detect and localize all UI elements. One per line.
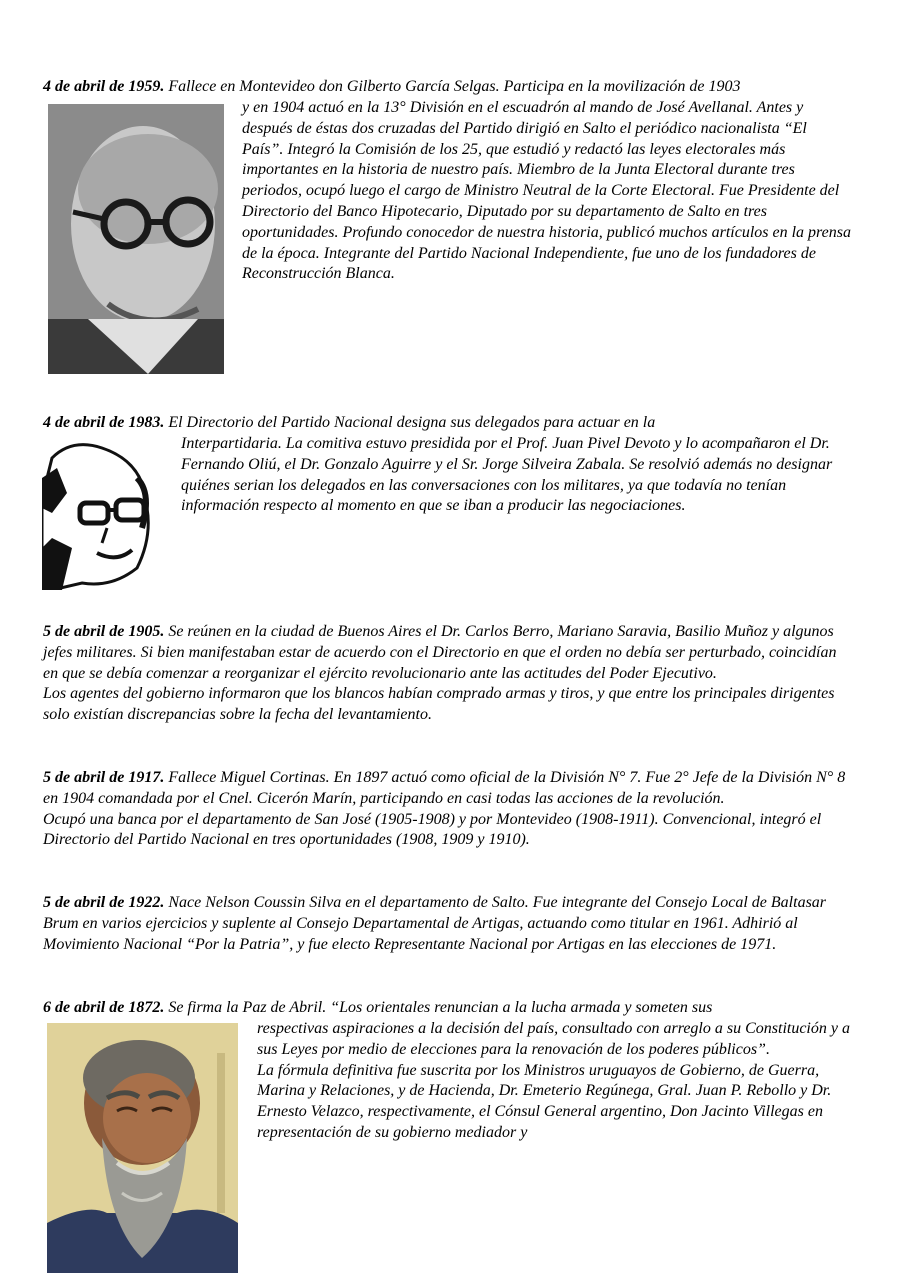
entry-first-line: 4 de abril de 1959. Fallece en Montevideo don Gilberto García Selgas. Participa en la movilización de 1903 — [43, 78, 741, 95]
portrait-painting-bearded-man — [47, 1023, 238, 1273]
entry-1959 — [43, 77, 855, 98]
entry-date: 5 de abril de 1905. — [43, 623, 165, 640]
entry-date: 5 de abril de 1917. — [43, 769, 165, 786]
entry-1905: 5 de abril de 1905. Se reúnen en la ciudad de Buenos Aires el Dr. Carlos Berro, Mariano Saravia, Basilio Muñoz y algunos jefes militares. Si bien manifestaban estar de acuerdo con el Directorio en que el orden no debía ser perturbado, coincidían en que se debía comenzar a reorganizar el ejército revolucionario ante las actitudes del Poder Ejecutivo. Los agentes del gobierno informaron que los blancos habían comprado armas y tiros, y que entre los principales dirigentes solo existían discrepancias sobre la fecha del levantamiento. — [43, 623, 837, 724]
entry-1983-body: Interpartidaria. La comitiva estuvo presidida por el Prof. Juan Pivel Devoto y lo acompañaron el Dr. Fernando Oliú, el Dr. Gonzalo Aguirre y el Sr. Jorge Silveira Zabala. Se resolvió además no designar quiénes serian los delegados en las conversaciones con los militares, ya que todavía no tenían información respecto al momento en que se iban a producir las negociaciones. — [181, 435, 833, 515]
entry-1917: 5 de abril de 1917. Fallece Miguel Cortinas. En 1897 actuó como oficial de la División N° 7. Fue 2° Jefe de la División N° 8 en 1904 comandada por el Cnel. Cicerón Marín, participando en casi todas las acciones de la revolución. Ocupó una banca por el departamento de San José (1905-1908) y por Montevideo (1908-1911). Convencional, integró el Directorio del Partido Nacional en tres oportunidades (1908, 1909 y 1910). — [43, 769, 846, 849]
portrait-photo-garcia-selgas — [48, 104, 224, 374]
entry-1959-body: y en 1904 actuó en la 13° División en el escuadrón al mando de José Avellanal. Antes y después de éstas dos cruzadas del Partido dirigió en Salto el periódico nacionalista “El País”. Integró la Comisión de los 25, que estudió y redactó las leyes electorales más importantes en la historia de nuestro país. Miembro de la Junta Electoral durante tres periodos, ocupó luego el cargo de Ministro Neutral de la Corte Electoral. Fue Presidente del Directorio del Banco Hipotecario, Diputado por su departamento de Salto en tres oportunidades. Profundo conocedor de nuestra historia, publicó muchos artículos en la prensa de la época. Integrante del Partido Nacional Independiente, fue uno de los fundadores de Reconstrucción Blanca. — [242, 99, 851, 283]
entry-first-line: 6 de abril de 1872. Se firma la Paz de Abril. “Los orientales renuncian a la lucha armada y someten sus — [43, 999, 713, 1016]
entry-1983 — [43, 413, 855, 434]
entry-first-line: 4 de abril de 1983. El Directorio del Partido Nacional designa sus delegados para actuar en la — [43, 414, 656, 431]
entry-date: 4 de abril de 1959. — [43, 78, 165, 95]
entry-1922: 5 de abril de 1922. Nace Nelson Coussin Silva en el departamento de Salto. Fue integrante del Consejo Local de Baltasar Brum en varios ejercicios y suplente al Consejo Departamental de Artigas, actuando como titular en 1961. Adhirió al Movimiento Nacional “Por la Patria”, y fue electo Representante Nacional por Artigas en las elecciones de 1971. — [43, 894, 827, 953]
entry-1872 — [43, 998, 855, 1019]
entry-date: 6 de abril de 1872. — [43, 999, 165, 1016]
entry-1872-body: respectivas aspiraciones a la decisión del país, consultado con arreglo a su Constitución y a sus Leyes por medio de elecciones para la renovación de los poderes públicos”. La fórmula definitiva fue suscrita por los Ministros uruguayos de Gobierno, de Guerra, Marina y Relaciones, y de Hacienda, Dr. Emeterio Regúnega, Gral. Juan P. Rebollo y Dr. Ernesto Velazco, respectivamente, el Cónsul General argentino, Don Jacinto Villegas en representación de su gobierno mediador y — [257, 1020, 850, 1141]
entry-date: 4 de abril de 1983. — [43, 414, 165, 431]
entry-date: 5 de abril de 1922. — [43, 894, 165, 911]
portrait-photo-sketch — [42, 438, 167, 590]
